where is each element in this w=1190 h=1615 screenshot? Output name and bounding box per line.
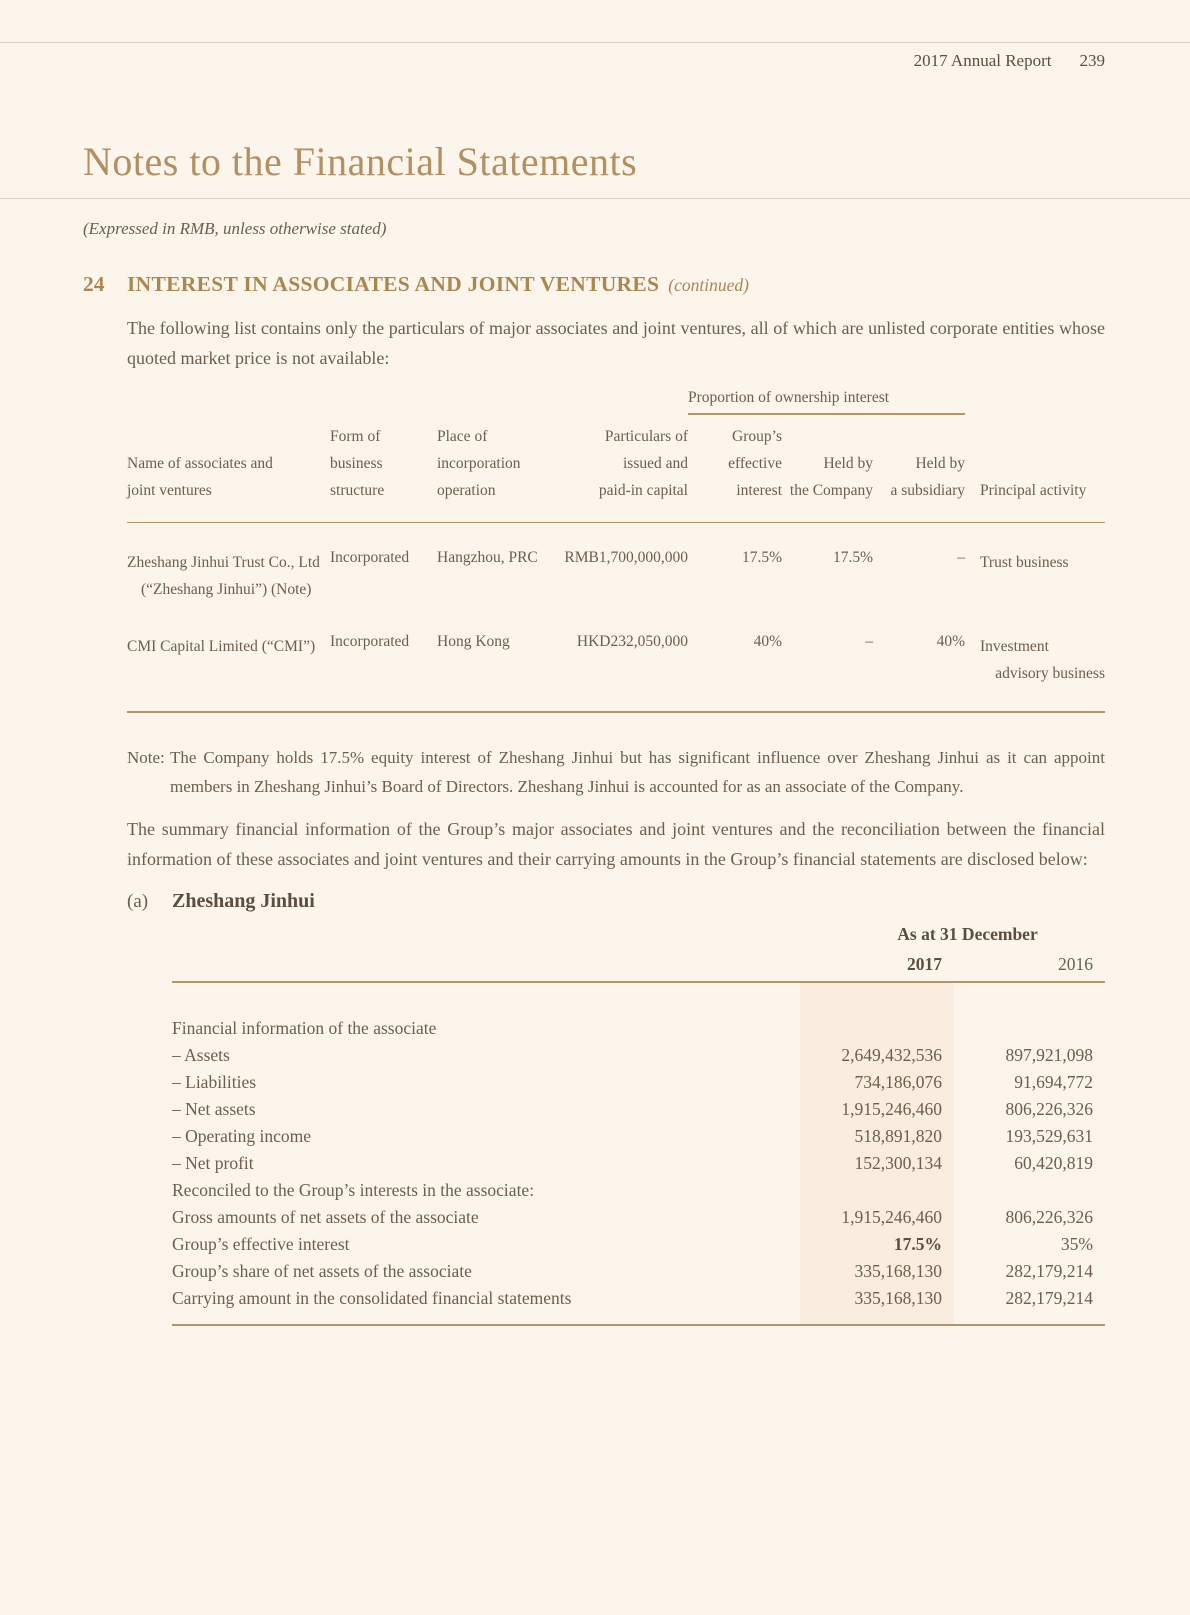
year-header-row [172,950,1105,982]
section-heading [83,272,1105,297]
section-title: INTEREST IN ASSOCIATES AND JOINT VENTURES [127,272,660,296]
cell-effective-interest: 17.5% [741,549,782,566]
value-2016: 282,179,214 [954,1285,1105,1325]
cell-held-by-company: 17.5% [832,549,873,566]
col-header-name: Name of associates and joint ventures [127,414,330,523]
cell-place: Hangzhou, PRC [437,549,538,566]
spacer-cell [127,387,688,414]
value-2016: 806,226,326 [1005,1207,1093,1227]
value-2016: 806,226,326 [1005,1099,1093,1119]
page-header [914,51,1105,71]
value-2016: 91,694,772 [1014,1072,1093,1092]
col-header-particulars: Particulars of issued and paid-in capital [560,414,688,523]
cell-held-by-subsidiary: – [957,549,965,566]
section-number: 24 [83,272,105,296]
value-2017: 734,186,076 [800,1069,954,1096]
page-number: 239 [1079,51,1105,70]
report-name: 2017 Annual Report [913,51,1052,70]
section-24 [83,272,1105,1326]
ownership-group-header: Proportion of ownership interest [688,387,965,414]
subsection-heading [127,890,1105,913]
value-2017 [800,1177,954,1204]
table-row [172,1285,1105,1325]
value-2017: 335,168,130 [800,1285,954,1325]
financials-table [172,921,1105,1326]
cell-form: Incorporated [330,549,410,566]
row-label: – Net assets [172,1099,256,1119]
value-2017: 152,300,134 [800,1150,954,1177]
table-row [172,1177,1105,1204]
value-2017: 2,649,432,536 [800,1042,954,1069]
col-header-form: Form of business structure [330,414,437,523]
table-row [172,1150,1105,1177]
col-header-principal-activity: Principal activity [965,414,1105,523]
summary-paragraph: The summary financial information of the Group’s major associates and joint ventures and the reconciliation between the financial information of these associates and joint ventures and their carrying amounts in the Group’s financial statements are disclosed below: [127,819,1105,869]
table-row [172,1042,1105,1069]
row-label: Reconciled to the Group’s interests in the associate: [172,1180,535,1200]
cell-form: Incorporated [330,603,437,712]
table-row [172,982,1105,1042]
table-row [172,1096,1105,1123]
value-2017: 1,915,246,460 [800,1204,954,1231]
period-header-row [172,921,1105,950]
value-2016: 35% [1060,1234,1093,1254]
period-header: As at 31 December [897,924,1038,944]
cell-held-by-company: – [782,603,873,712]
cell-held-by-subsidiary: 40% [873,603,965,712]
value-2016 [954,1177,1105,1204]
spacer-cell [172,921,800,950]
title-divider [0,198,1190,199]
table-row [172,1258,1105,1285]
associates-table [127,387,1105,713]
continued-label: (continued) [668,275,749,295]
col-header-held-by-subsidiary: Held by a subsidiary [873,414,965,523]
value-2016: 282,179,214 [1005,1261,1093,1281]
row-label: Carrying amount in the consolidated financial statements [172,1285,800,1325]
row-label: Group’s share of net assets of the associate [172,1261,472,1281]
subsection-label: (a) [127,891,149,912]
col-header-effective-interest: Group’s effective interest [688,414,782,523]
row-label: – Net profit [172,1153,254,1173]
cell-place: Hong Kong [437,603,560,712]
subsection-title: Zheshang Jinhui [172,890,315,912]
year-header-2017: 2017 [800,950,954,982]
table-row [172,1204,1105,1231]
value-2017: 17.5% [800,1231,954,1258]
value-2016: 193,529,631 [1005,1126,1093,1146]
cell-principal-activity: Trust business [980,554,1069,571]
spacer-cell [965,387,1105,414]
note-text: The Company holds 17.5% equity interest of Zheshang Jinhui but has significant influence over Zheshang Jinhui as it can appoint members in Zheshang Jinhui’s Board of Directors. Zheshang Jinhui is accounted for as an associate of the Company. [170,748,1105,796]
value-2016 [954,982,1105,1042]
row-label: – Assets [172,1045,230,1065]
table-row [172,1069,1105,1096]
year-header-2016: 2016 [954,950,1105,982]
cell-effective-interest: 40% [688,603,782,712]
value-2017: 1,915,246,460 [800,1096,954,1123]
column-header-row [127,414,1105,523]
row-label: Financial information of the associate [172,1018,437,1038]
cell-name: CMI Capital Limited (“CMI”) [127,603,330,712]
cell-particulars: HKD232,050,000 [560,603,688,712]
currency-note: (Expressed in RMB, unless otherwise stated) [83,219,387,238]
table-row [172,1231,1105,1258]
note-label: Note: [127,748,165,767]
row-label: Gross amounts of net assets of the associate [172,1207,479,1227]
value-2016: 897,921,098 [1005,1045,1093,1065]
top-divider [0,42,1190,43]
value-2017: 335,168,130 [800,1258,954,1285]
row-label: – Operating income [172,1126,311,1146]
spacer-cell [172,950,800,982]
row-label: Group’s effective interest [172,1234,350,1254]
value-2017 [800,982,954,1042]
value-2017: 518,891,820 [800,1123,954,1150]
intro-paragraph: The following list contains only the particulars of major associates and joint ventures, all of which are unlisted corporate entities whose quoted market price is not available: [127,318,1105,368]
table-row [127,603,1105,712]
document-title: Notes to the Financial Statements [83,139,638,184]
value-2016: 60,420,819 [1014,1153,1093,1173]
cell-particulars: RMB1,700,000,000 [564,549,688,566]
table-row [127,523,1105,604]
col-header-held-by-company: Held by the Company [782,414,873,523]
ownership-group-row [127,387,1105,414]
table-row [172,1123,1105,1150]
note-block [127,743,1105,801]
cell-name: Zheshang Jinhui Trust Co., Ltd (“Zheshang Jinhui”) (Note) [127,554,320,598]
row-label: – Liabilities [172,1072,257,1092]
cell-principal-activity: Investment advisory business [965,603,1105,712]
col-header-place: Place of incorporation operation [437,414,560,523]
